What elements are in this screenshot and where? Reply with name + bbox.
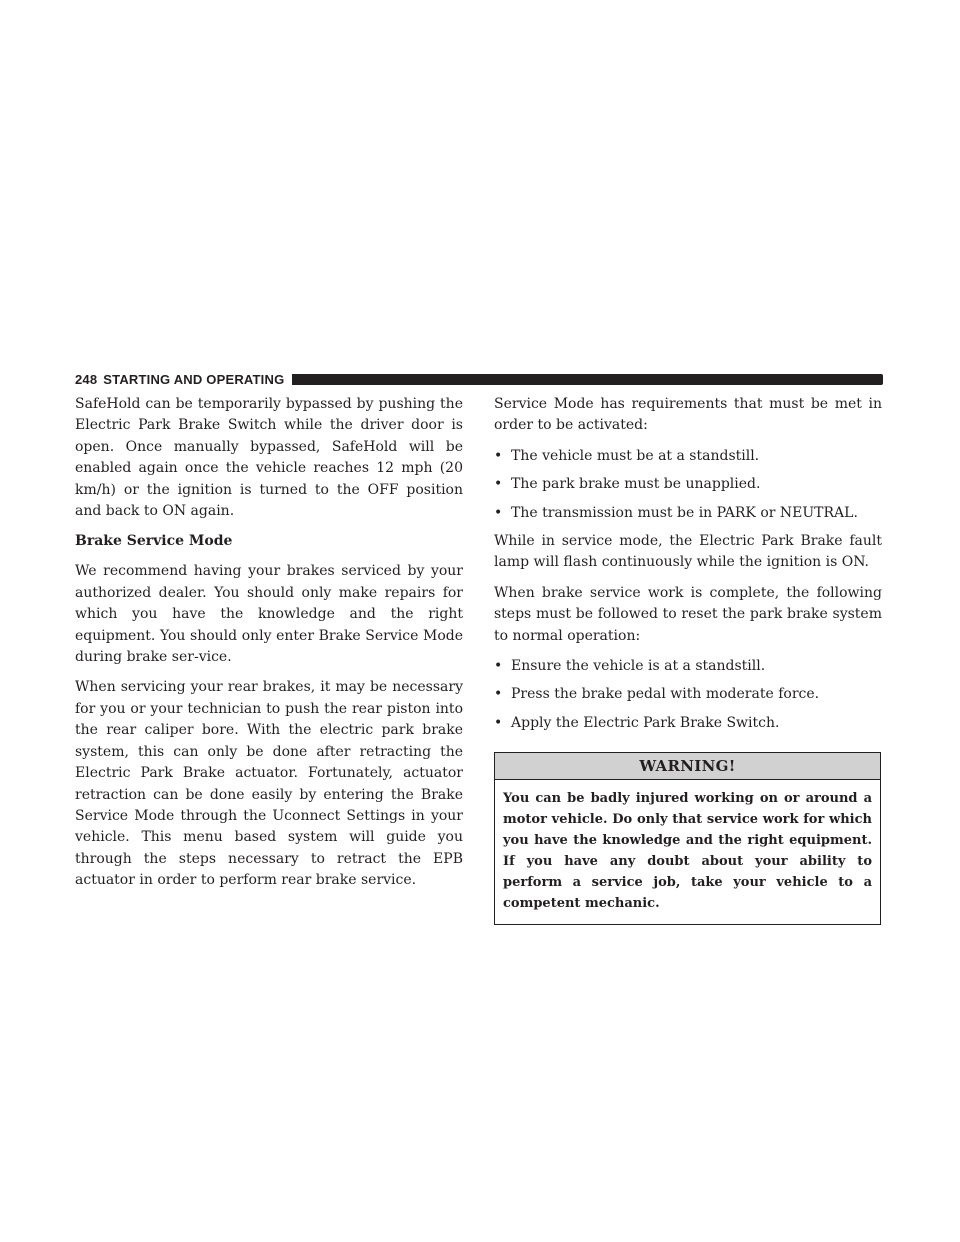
header-rule: [292, 374, 883, 385]
header-text: [75, 372, 284, 387]
bullet-icon: •: [494, 658, 503, 675]
list-item: • Press the brake pedal with moderate force.: [494, 684, 882, 705]
bullet-icon: •: [494, 686, 503, 703]
requirements-list: [494, 446, 882, 524]
fault-lamp-paragraph: While in service mode, the Electric Park Brake fault lamp will flash continuously while the ignition is ON.: [494, 533, 882, 571]
bullet-icon: •: [494, 447, 503, 464]
service-mode-requirements-paragraph: Service Mode has requirements that must be met in order to be activated:: [494, 396, 882, 434]
brake-service-mode-heading: Brake Service Mode: [75, 533, 233, 550]
warning-box: [494, 752, 881, 925]
section-title: STARTING AND OPERATING: [103, 371, 285, 387]
bullet-icon: •: [494, 504, 503, 521]
warning-body: You can be badly injured working on or around a motor vehicle. Do only that service work for which you have the knowledge and the right equipment. If you have any doubt about your ability to perform a service job, take your vehicle to a competent mechanic.: [503, 791, 872, 912]
list-item: • Ensure the vehicle is at a standstill.: [494, 656, 882, 677]
safehold-bypass-paragraph: SafeHold can be temporarily bypassed by pushing the Electric Park Brake Switch while the driver door is open. Once manually bypassed, SafeHold will be enabled again once the vehicle reaches 12 mph (20 km/h) or the ignition is turned to the OFF position and back to ON again.: [75, 396, 463, 520]
page-number: 248: [75, 371, 98, 387]
rear-brakes-paragraph: When servicing your rear brakes, it may be necessary for you or your technician to push the rear piston into the rear caliper bore. With the electric park brake system, this can only be done after retracting the Electric Park Brake actuator. Fortunately, actuator retraction can be done easily by entering the Brake Service Mode through the Uconnect Settings in your vehicle. This menu based system will guide you through the steps necessary to retract the EPB actuator in order to perform rear brake service.: [75, 679, 463, 889]
list-item: • Apply the Electric Park Brake Switch.: [494, 713, 882, 734]
bullet-icon: •: [494, 476, 503, 493]
dealer-service-paragraph: We recommend having your brakes serviced by your authorized dealer. You should only make repairs for which you have the knowledge and the right equipment. You should only enter Brake Service Mode during brake ser-vice.: [75, 563, 463, 666]
list-item: • The transmission must be in PARK or NEUTRAL.: [494, 503, 882, 524]
warning-title: WARNING!: [495, 753, 880, 780]
list-item: • The vehicle must be at a standstill.: [494, 446, 882, 467]
right-column: [494, 394, 882, 925]
page-header: [75, 371, 883, 387]
reset-steps-paragraph: When brake service work is complete, the following steps must be followed to reset the park brake system to normal operation:: [494, 584, 882, 644]
bullet-icon: •: [494, 714, 503, 731]
reset-steps-list: [494, 656, 882, 734]
list-item: • The park brake must be unapplied.: [494, 474, 882, 495]
left-column: [75, 394, 463, 901]
